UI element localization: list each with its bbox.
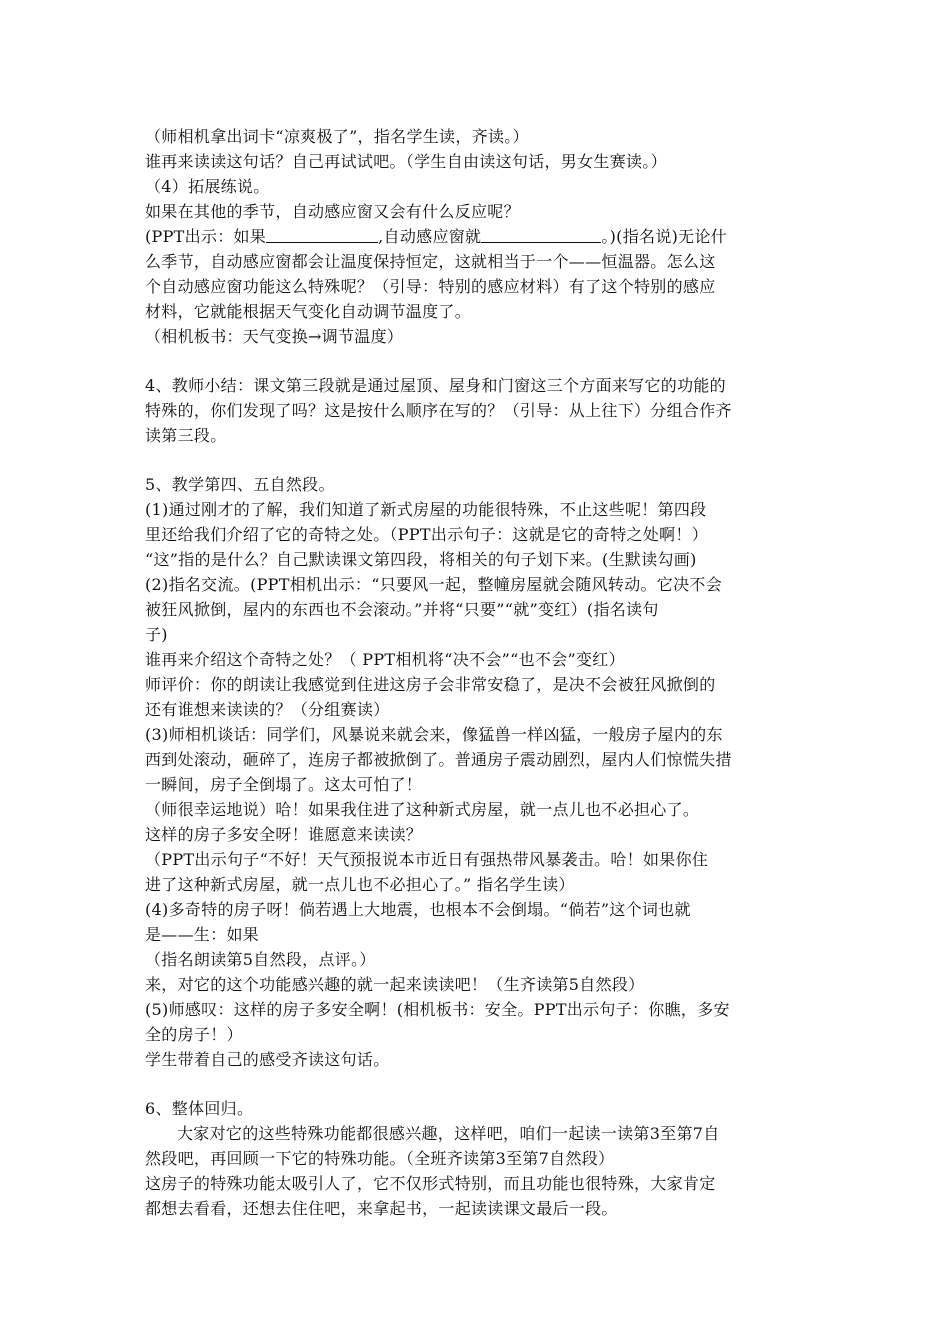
- paragraph-gap: [145, 1072, 815, 1096]
- text-line: (3)师相机谈话：同学们，风暴说来就会来，像猛兽一样凶猛，一般房子屋内的东: [145, 725, 723, 744]
- text-line: 里还给我们介绍了它的奇特之处。（PPT出示句子：这就是它的奇特之处啊！）: [145, 525, 709, 544]
- text-line: 个自动感应窗功能这么特殊呢？（引导：特别的感应材料）有了这个特别的感应: [145, 277, 716, 296]
- text-line: 读第三段。: [145, 426, 227, 445]
- text-line: “这”指的是什么？自己默读课文第四段，将相关的句子划下来。(生默读勾画): [145, 550, 697, 569]
- text-line: 西到处滚动，砸碎了，连房子都被掀倒了。普通房子震动剧烈，屋内人们惊慌失措: [145, 750, 732, 769]
- fill-in-blank: [481, 226, 601, 243]
- text-line: 学生带着自己的感受齐读这句话。: [145, 1050, 390, 1069]
- text-line: 全的房子！）: [145, 1025, 243, 1044]
- section-heading: 5、教学第四、五自然段。: [145, 475, 335, 494]
- text-line: 进了这种新式房屋，就一点儿也不必担心了。” 指名学生读）: [145, 875, 575, 894]
- text-line: （PPT出示句子“不好！天气预报说本市近日有强热带风暴袭击。哈！如果你住: [145, 850, 709, 869]
- text-line: (5)师感叹：这样的房子多安全啊！(相机板书：安全。PPT出示句子：你瞧，多安: [145, 1000, 730, 1019]
- text-line: （指名朗读第5自然段，点评。）: [145, 950, 376, 969]
- text-line: 如果在其他的季节，自动感应窗又会有什么反应呢？: [145, 202, 520, 221]
- text-line: (2)指名交流。(PPT相机出示：“只要风一起，整幢房屋就会随风转动。它决不会: [145, 575, 722, 594]
- text-line: （师相机拿出词卡“凉爽极了”，指名学生读，齐读。）: [145, 127, 529, 146]
- text-line: 谁再来介绍这个奇特之处？（ PPT相机将“决不会”“也不会”变红）: [145, 650, 625, 669]
- text-line: 这房子的特殊功能太吸引人了，它不仅形式特别，而且功能也很特殊，大家肯定: [145, 1174, 716, 1193]
- text-line: 特殊的，你们发现了吗？这是按什么顺序在写的？（引导：从上往下）分组合作齐: [145, 401, 732, 420]
- text-line: （4）拓展练说。: [145, 177, 270, 196]
- text-line: 这样的房子多安全呀！谁愿意来读读？: [145, 825, 423, 844]
- text-line: 子): [145, 625, 168, 644]
- text-line: 材料，它就能根据天气变化自动调节温度了。: [145, 302, 472, 321]
- text-line: (1)通过刚才的了解，我们知道了新式房屋的功能很特殊，不止这些呢！第四段: [145, 500, 707, 519]
- section-heading: 6、整体回归。: [145, 1099, 254, 1118]
- text-line: 大家对它的这些特殊功能都很感兴趣，这样吧，咱们一起读一读第3至第7自: [177, 1124, 720, 1143]
- text-segment: 。)(指名说)无论什: [601, 227, 728, 246]
- text-line: 一瞬间，房子全倒塌了。这太可怕了！: [145, 775, 423, 794]
- paragraph-gap: [145, 349, 815, 373]
- lesson-plan-text: [145, 124, 815, 1221]
- text-line: 谁再来读读这句话？自己再试试吧。（学生自由读这句话，男女生赛读。）: [145, 152, 667, 171]
- text-line: 还有谁想来读读的？（分组赛读）: [145, 700, 390, 719]
- text-line: (4)多奇特的房子呀！倘若遇上大地震，也根本不会倒塌。“倘若”这个词也就: [145, 900, 691, 919]
- fill-in-line: [145, 224, 815, 249]
- text-line: 然段吧，再回顾一下它的特殊功能。（全班齐读第3至第7自然段）: [145, 1149, 615, 1168]
- text-line: 师评价：你的朗读让我感觉到住进这房子会非常安稳了，是决不会被狂风掀倒的: [145, 675, 716, 694]
- text-line: 是——生：如果: [145, 925, 260, 944]
- text-line: 都想去看看，还想去住住吧，来拿起书，一起读读课文最后一段。: [145, 1199, 618, 1218]
- text-line: （相机板书：天气变换→调节温度）: [145, 327, 404, 346]
- fill-in-blank: [266, 226, 378, 243]
- text-line: 么季节，自动感应窗都会让温度保持恒定，这就相当于一个——恒温器。怎么这: [145, 252, 716, 271]
- text-line: 4、教师小结：课文第三段就是通过屋顶、屋身和门窗这三个方面来写它的功能的: [145, 376, 726, 395]
- text-line: 来，对它的这个功能感兴趣的就一起来读读吧！（生齐读第5自然段）: [145, 975, 645, 994]
- text-line: 被狂风掀倒，屋内的东西也不会滚动。”并将“只要”“就”变红）(指名读句: [145, 600, 659, 619]
- text-segment: (PPT出示：如果: [145, 227, 267, 246]
- text-segment: ,自动感应窗就: [378, 227, 482, 246]
- text-line: （师很幸运地说）哈！如果我住进了这种新式房屋，就一点儿也不必担心了。: [145, 800, 700, 819]
- paragraph-gap: [145, 448, 815, 472]
